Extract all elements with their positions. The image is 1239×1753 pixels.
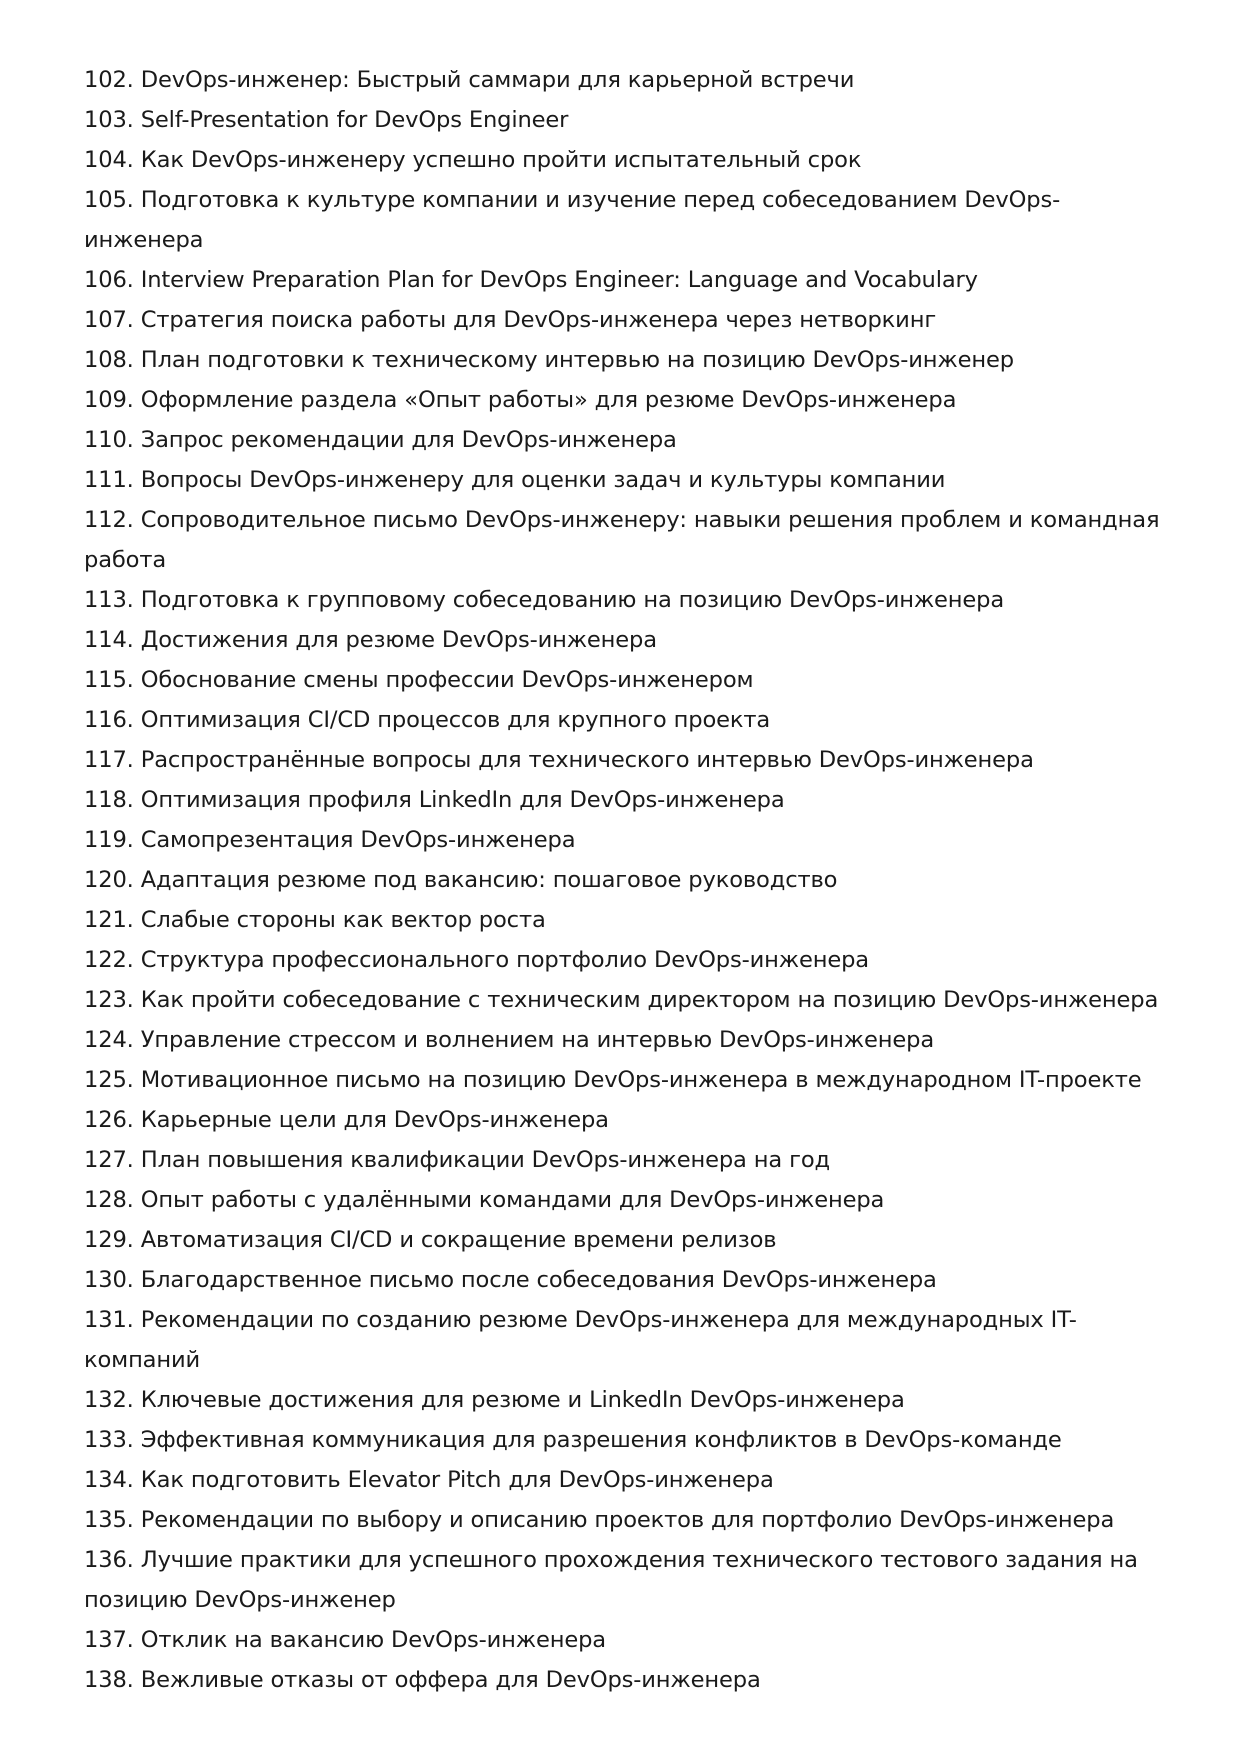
list-item: 114. Достижения для резюме DevOps-инженера [84, 627, 657, 653]
list-item: 117. Распространённые вопросы для технического интервью DevOps-инженера [84, 747, 1034, 773]
list-item: 125. Мотивационное письмо на позицию DevOps-инженера в международном IT-проекте [84, 1067, 1142, 1093]
list-item: 121. Слабые стороны как вектор роста [84, 907, 546, 933]
list-item: 108. План подготовки к техническому интервью на позицию DevOps-инженер [84, 347, 1014, 373]
list-item: 122. Структура профессионального портфолио DevOps-инженера [84, 947, 869, 973]
list-item: 127. План повышения квалификации DevOps-инженера на год [84, 1147, 830, 1173]
list-item: 113. Подготовка к групповому собеседованию на позицию DevOps-инженера [84, 587, 1005, 613]
document-page [84, 60, 1174, 1700]
list-item: 105. Подготовка к культуре компании и изучение перед собеседованием DevOps-инженера [84, 187, 1061, 253]
list-item: 134. Как подготовить Elevator Pitch для DevOps-инженера [84, 1467, 774, 1493]
list-item: 124. Управление стрессом и волнением на интервью DevOps-инженера [84, 1027, 935, 1053]
topic-list [84, 60, 1174, 1700]
list-item: 107. Стратегия поиска работы для DevOps-инженера через нетворкинг [84, 307, 937, 333]
list-item: 104. Как DevOps-инженеру успешно пройти испытательный срок [84, 147, 862, 173]
list-item: 111. Вопросы DevOps-инженеру для оценки задач и культуры компании [84, 467, 946, 493]
list-item: 123. Как пройти собеседование с техническим директором на позицию DevOps-инженера [84, 987, 1159, 1013]
list-item: 120. Адаптация резюме под вакансию: пошаговое руководство [84, 867, 838, 893]
list-item: 109. Оформление раздела «Опыт работы» для резюме DevOps-инженера [84, 387, 957, 413]
list-item: 137. Отклик на вакансию DevOps-инженера [84, 1627, 607, 1653]
list-item: 102. DevOps-инженер: Быстрый саммари для карьерной встречи [84, 67, 855, 93]
list-item: 130. Благодарственное письмо после собеседования DevOps-инженера [84, 1267, 937, 1293]
list-item: 115. Обоснование смены профессии DevOps-инженером [84, 667, 754, 693]
list-item: 133. Эффективная коммуникация для разрешения конфликтов в DevOps-команде [84, 1427, 1062, 1453]
list-item: 118. Оптимизация профиля LinkedIn для DevOps-инженера [84, 787, 785, 813]
list-item: 112. Сопроводительное письмо DevOps-инженеру: навыки решения проблем и командная работа [84, 507, 1160, 573]
list-item: 126. Карьерные цели для DevOps-инженера [84, 1107, 609, 1133]
list-item: 135. Рекомендации по выбору и описанию проектов для портфолио DevOps-инженера [84, 1507, 1115, 1533]
list-item: 131. Рекомендации по созданию резюме DevOps-инженера для международных IT-компаний [84, 1307, 1077, 1373]
list-item: 136. Лучшие практики для успешного прохождения технического тестового задания на позицию DevOps-инженер [84, 1547, 1138, 1613]
list-item: 116. Оптимизация CI/CD процессов для крупного проекта [84, 707, 771, 733]
list-item: 129. Автоматизация CI/CD и сокращение времени релизов [84, 1227, 777, 1253]
list-item: 128. Опыт работы с удалёнными командами для DevOps-инженера [84, 1187, 885, 1213]
list-item: 110. Запрос рекомендации для DevOps-инженера [84, 427, 677, 453]
list-item: 138. Вежливые отказы от оффера для DevOps-инженера [84, 1667, 761, 1693]
list-item: 132. Ключевые достижения для резюме и LinkedIn DevOps-инженера [84, 1387, 905, 1413]
list-item: 103. Self-Presentation for DevOps Engineer [84, 107, 569, 133]
list-item: 106. Interview Preparation Plan for DevOps Engineer: Language and Vocabulary [84, 267, 978, 293]
list-item: 119. Самопрезентация DevOps-инженера [84, 827, 576, 853]
